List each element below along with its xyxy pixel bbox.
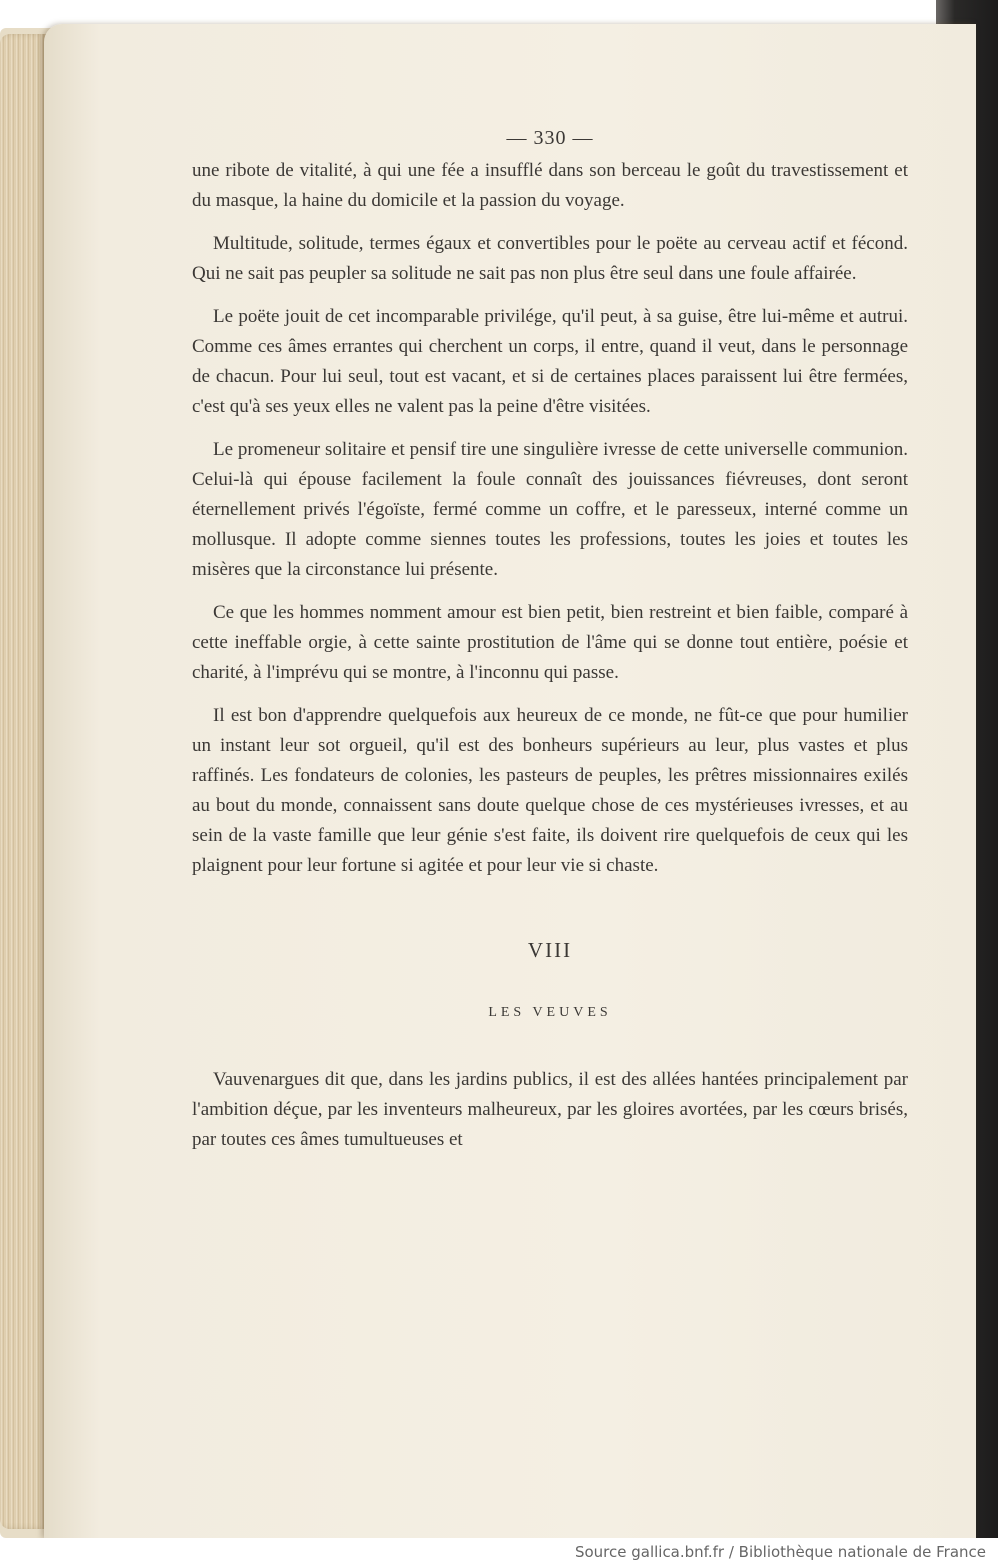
paragraph-3: Le poëte jouit de cet incomparable privilége, qu'il peut, à sa guise, être lui-même et autrui. Comme ces âmes errantes qui cherchent un corps, il entre, quand il veut, dans le personnage de chacun. Pour lui seul, tout est vacant, et si de certaines places paraissent lui être fermées, c'est qu'à ses yeux elles ne valent pas la peine d'être visitées. bbox=[192, 306, 908, 417]
page-edges bbox=[0, 34, 46, 1529]
section-paragraph: Vauvenargues dit que, dans les jardins publics, il est des allées hantées principalement par l'ambition déçue, par les inventeurs malheureux, par les gloires avortées, par les cœurs brisés, par toutes ces âmes tumultueuses et bbox=[192, 1069, 908, 1150]
section-title: LES VEUVES bbox=[488, 1005, 612, 1020]
source-credit: Source gallica.bnf.fr / Bibliothèque nationale de France bbox=[574, 1543, 986, 1561]
paragraph-5: Ce que les hommes nomment amour est bien petit, bien restreint et bien faible, comparé à cette ineffable orgie, à cette sainte prostitution de l'âme qui se donne tout entière, poésie et charité, à l'imprévu qui se montre, à l'inconnu qui passe. bbox=[192, 602, 908, 683]
paragraph-4: Le promeneur solitaire et pensif tire une singulière ivresse de cette universelle communion. Celui-là qui épouse facilement la foule connaît des jouissances fiévreuses, dont seront éternellement privés l'égoïste, fermé comme un coffre, et le paresseux, interné comme un mollusque. Il adopte comme siennes toutes les professions, toutes les joies et toutes les misères que la circonstance lui présente. bbox=[192, 439, 908, 580]
paragraph-1: une ribote de vitalité, à qui une fée a insufflé dans son berceau le goût du travestissement et du masque, la haine du domicile et la passion du voyage. bbox=[192, 160, 908, 211]
page-number: — 330 — bbox=[506, 127, 594, 149]
text-block bbox=[192, 120, 908, 1168]
section-number: VIII bbox=[527, 938, 573, 962]
paragraph-6: Il est bon d'apprendre quelquefois aux heureux de ce monde, ne fût-ce que pour humilier un instant leur sot orgueil, qu'il est des bonheurs supérieurs au leur, plus vastes et plus raffinés. Les fondateurs de colonies, les pasteurs de peuples, les prêtres missionnaires exilés au bout du monde, connaissent sans doute quelque chose de ces mystérieuses ivresses, et au sein de la vaste famille que leur génie s'est faite, ils doivent rire quelquefois de ceux qui les plaignent pour leur fortune si agitée et pour leur vie si chaste. bbox=[192, 705, 908, 876]
paragraph-2: Multitude, solitude, termes égaux et convertibles pour le poëte au cerveau actif et fécond. Qui ne sait pas peupler sa solitude ne sait pas non plus être seul dans une foule affairée. bbox=[192, 233, 908, 284]
